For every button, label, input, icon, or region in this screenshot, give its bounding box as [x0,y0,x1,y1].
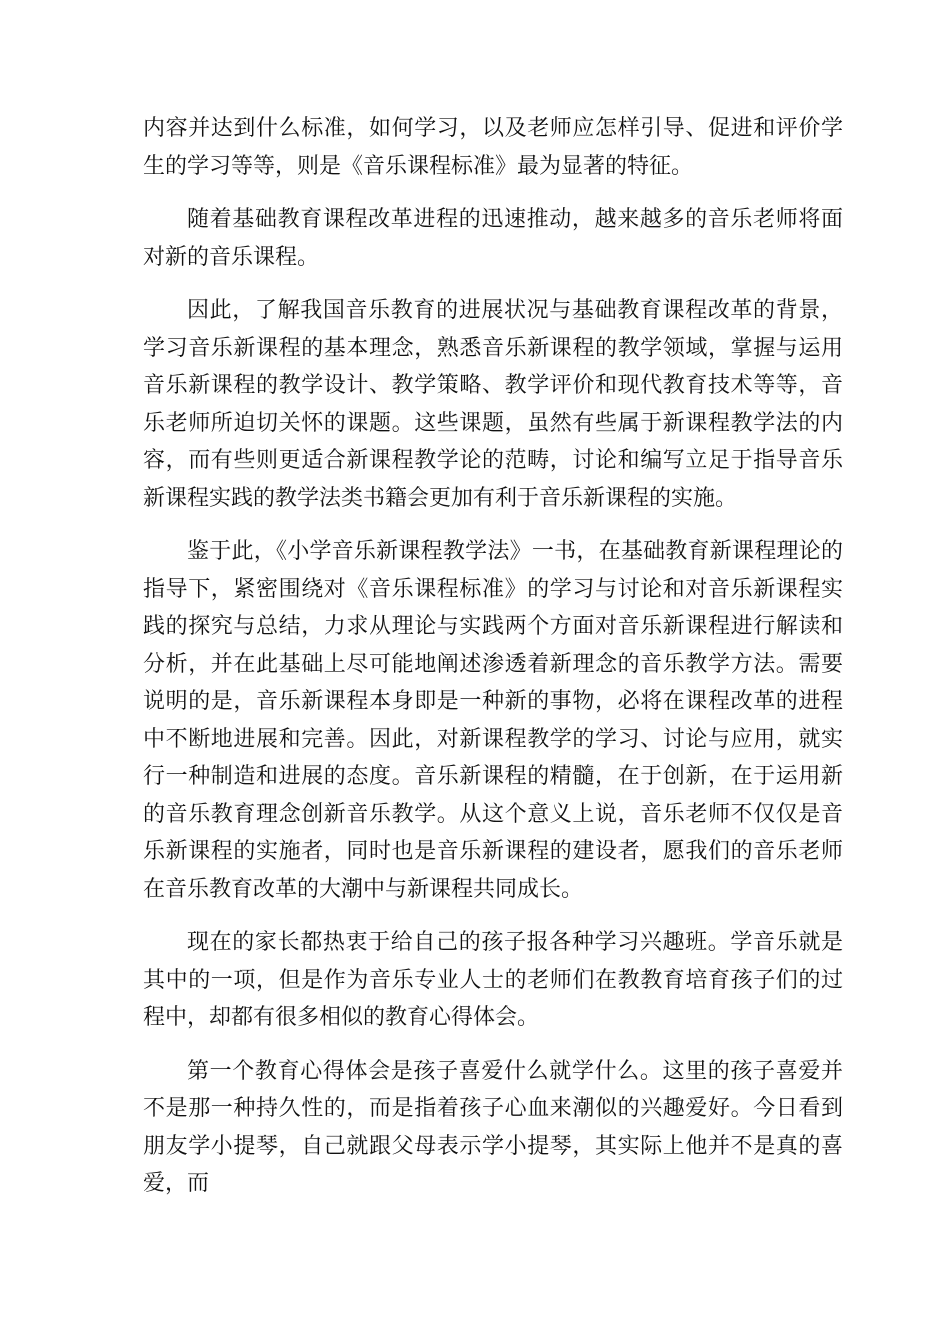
paragraph-1: 内容并达到什么标准，如何学习，以及老师应怎样引导、促进和评价学生的学习等等，则是《音乐课程标准》最为显著的特征。 [143,116,843,179]
document-body [143,110,843,1203]
paragraph-6: 第一个教育心得体会是孩子喜爱什么就学什么。这里的孩子喜爱并不是那一种持久性的，而是指着孩子心血来潮似的兴趣爱好。今日看到朋友学小提琴，自己就跟父母表示学小提琴，其实际上他并不是真的喜爱，而 [143,1058,843,1196]
paragraph-4: 鉴于此，《小学音乐新课程教学法》一书，在基础教育新课程理论的指导下，紧密围绕对《音乐课程标准》的学习与讨论和对音乐新课程实践的探究与总结，力求从理论与实践两个方面对音乐新课程进行解读和分析，并在此基础上尽可能地阐述渗透着新理念的音乐教学方法。需要说明的是，音乐新课程本身即是一种新的事物，必将在课程改革的进程中不断地进展和完善。因此，对新课程教学的学习、讨论与应用，就实行一种制造和进展的态度。音乐新课程的精髓，在于创新，在于运用新的音乐教育理念创新音乐教学。从这个意义上说，音乐老师不仅仅是音乐新课程的实施者，同时也是音乐新课程的建设者，愿我们的音乐老师在音乐教育改革的大潮中与新课程共同成长。 [143,539,843,902]
paragraph-3: 因此，了解我国音乐教育的进展状况与基础教育课程改革的背景，学习音乐新课程的基本理念，熟悉音乐新课程的教学领域，掌握与运用音乐新课程的教学设计、教学策略、教学评价和现代教育技术等等，音乐老师所迫切关怀的课题。这些课题，虽然有些属于新课程教学法的内容，而有些则更适合新课程教学论的范畴，讨论和编写立足于指导音乐新课程实践的教学法类书籍会更加有利于音乐新课程的实施。 [143,298,843,511]
paragraph-5: 现在的家长都热衷于给自己的孩子报各种学习兴趣班。学音乐就是其中的一项，但是作为音乐专业人士的老师们在教教育培育孩子们的过程中，却都有很多相似的教育心得体会。 [143,930,843,1030]
paragraph-2: 随着基础教育课程改革进程的迅速推动，越来越多的音乐老师将面对新的音乐课程。 [143,207,843,270]
